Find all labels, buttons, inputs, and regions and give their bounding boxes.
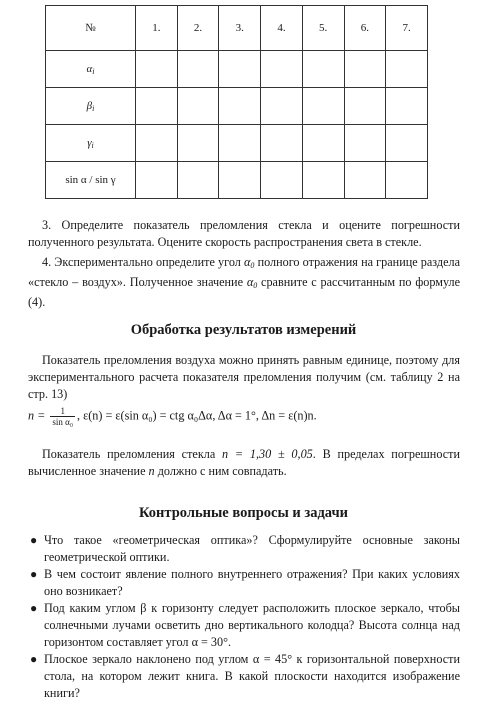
list-item: ● В чем состоит явление полного внутреннего отражения? При каких условиях оно возникает? xyxy=(30,567,460,598)
list-item: ● Плоское зеркало наклонено под углом α = 45° к горизонтальной поверхности стола, на котором лежит книга. В какой плоскости находится изображение книги? xyxy=(30,652,460,700)
table-row xyxy=(46,162,428,199)
table-row xyxy=(46,51,428,88)
formula-refractive-index: n = $\frac{1}{\text{sin α₀}}$ , ε(n) = ε(sin α₀) = ctg α₀Δα, Δα = 1°, Δn = ε(n)n. xyxy=(28,406,317,427)
list-item: ● Под каким углом β к горизонту следует расположить плоское зеркало, чтобы солнечными лучами осветить дно вертикального колодца? Высота солнца над горизонтом составляет угол α = 30°. xyxy=(30,601,460,649)
header-cell: 7. xyxy=(386,6,428,51)
section-title-questions: Контрольные вопросы и задачи xyxy=(139,505,348,521)
row-label-beta: $\beta_i$ xyxy=(46,88,136,125)
header-cell: 6. xyxy=(344,6,386,51)
header-cell: № xyxy=(46,6,136,51)
fraction: $\frac{1}{\text{sin α₀}}$ xyxy=(52,406,74,427)
header-cell: 2. xyxy=(177,6,219,51)
row-label-ratio: sin α / sin γ xyxy=(46,162,136,199)
header-cell: 5. xyxy=(302,6,344,51)
paragraph-step-3: 3. Определите показатель преломления стекла и оцените погрешности полученного результата. Оцените скорость распространения света в стекле. xyxy=(28,218,460,249)
list-item: ● Что такое «геометрическая оптика»? Сформулируйте основные законы геометрической оптики. xyxy=(30,533,460,564)
section-title-processing: Обработка результатов измерений xyxy=(130,322,357,338)
paragraph-step-4: 4. Экспериментально определите угол $\alpha_0$ полного отражения на границе раздела «стекло – воздух». Полученное значение $\alpha_0$ сравните с рассчитанным по формуле (4). xyxy=(28,255,461,309)
header-cell: 1. xyxy=(136,6,178,51)
table-row xyxy=(46,125,428,162)
row-label-alpha: $\alpha_i$ xyxy=(46,51,136,88)
table-row xyxy=(46,88,428,125)
header-cell: 4. xyxy=(261,6,303,51)
paragraph-processing: Показатель преломления воздуха можно принять равным единице, поэтому для экспериментального расчета показателя преломления получим (см. таблицу 2 на стр. 13) xyxy=(28,353,460,401)
header-cell: 3. xyxy=(219,6,261,51)
table-header-row xyxy=(46,6,428,51)
measurement-table xyxy=(45,5,428,199)
paragraph-result: Показатель преломления стекла n = 1,30 ± 0,05. В пределах погрешности вычисленное значение n должно с ним совпадать. xyxy=(28,447,460,478)
questions-list xyxy=(28,532,460,702)
row-label-gamma: $\gamma_i$ xyxy=(46,125,136,162)
